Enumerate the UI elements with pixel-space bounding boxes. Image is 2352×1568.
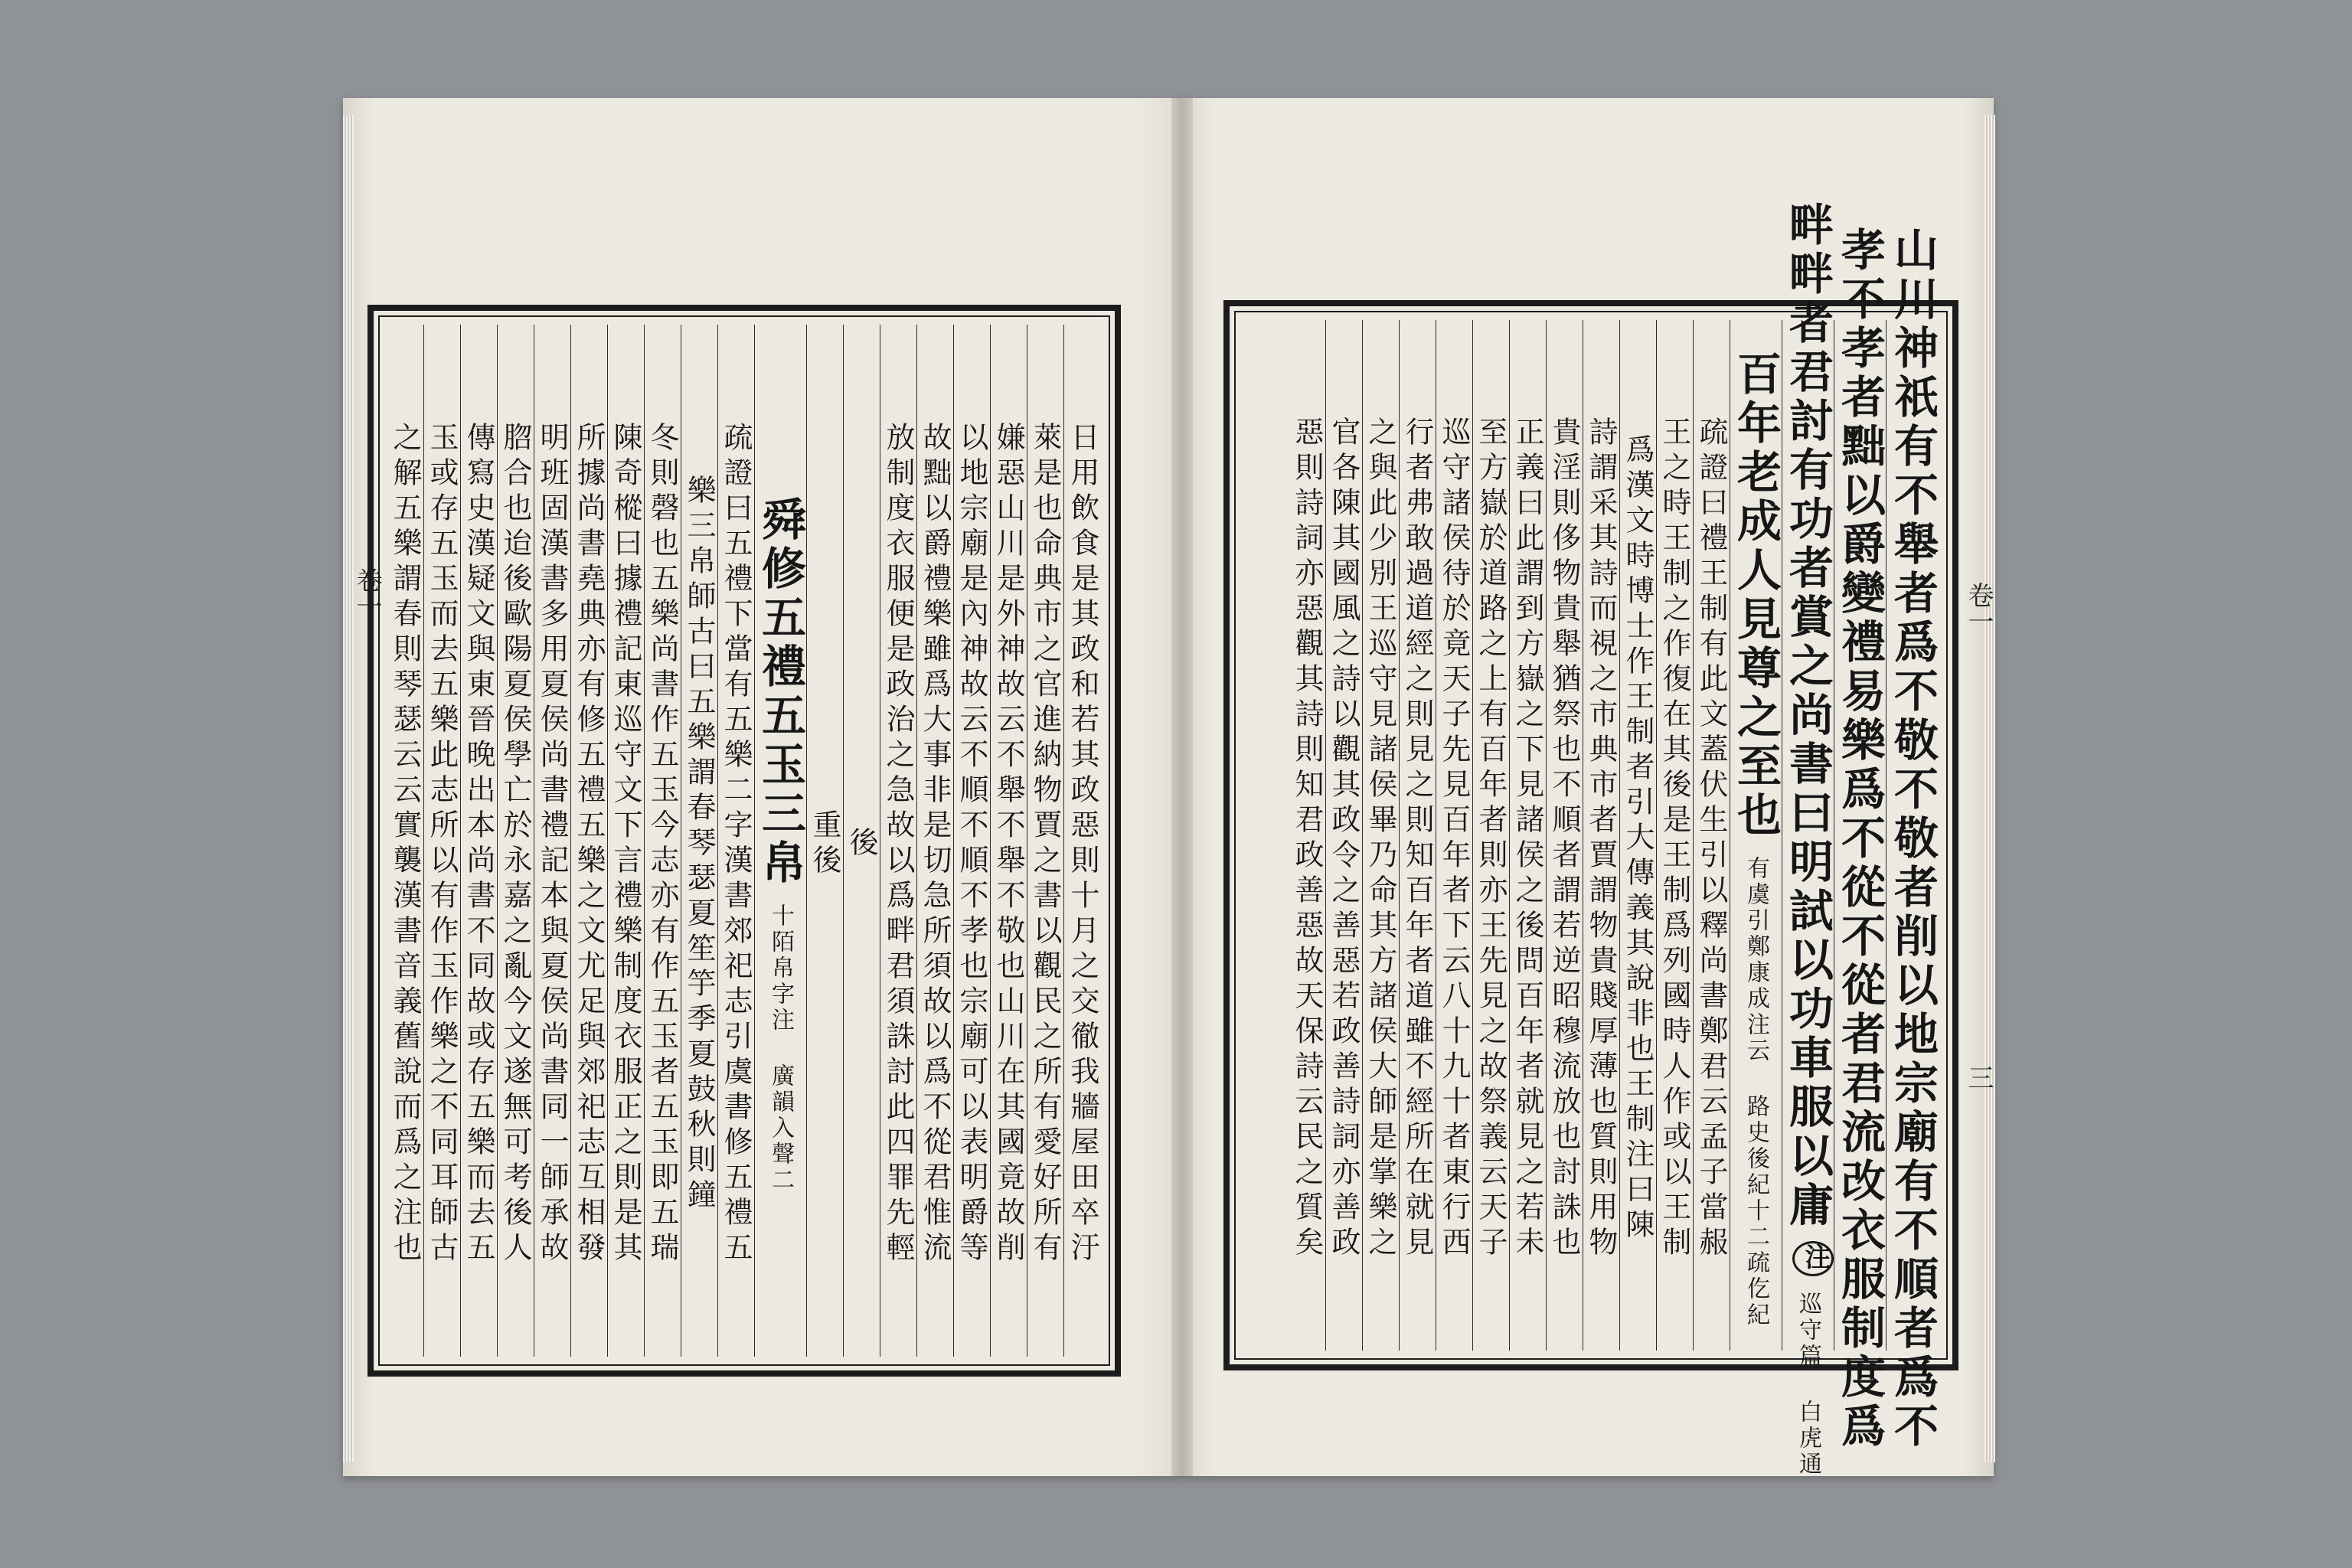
text-column — [880, 325, 917, 1357]
text-column — [1620, 320, 1657, 1351]
text-column — [1583, 320, 1620, 1351]
column-text: 所據尚書堯典亦有修五禮五樂之文尤足與郊祀志互相發 — [572, 422, 606, 1267]
text-column — [807, 325, 844, 1357]
text-column — [387, 325, 424, 1357]
text-column — [1657, 320, 1694, 1351]
text-column — [1782, 201, 1834, 1478]
column-text: 脗合也迨後歐陽夏侯學亡於永嘉之亂今文遂無可考後人 — [498, 422, 532, 1267]
column-text: 明班固漢書多用夏侯尚書禮記本與夏侯尚書同一師承故 — [535, 422, 569, 1267]
column-text: 山川神祇有不舉者爲不敬不敬者削以地宗廟有不順者爲不 — [1886, 227, 1939, 1452]
column-text: 疏證曰五禮下當有五樂二字漢書郊祀志引虞書修五禮五 — [719, 422, 753, 1267]
right-text-block — [1223, 201, 1958, 1478]
left-columns — [387, 325, 1101, 1357]
column-text: 惡則詩詞亦惡觀其詩則知君政善惡故天保詩云民之質矣 — [1290, 416, 1324, 1262]
text-column — [755, 325, 807, 1357]
page-stack-edge-left — [343, 115, 354, 1462]
left-margin-marker: 卷一 — [351, 567, 382, 619]
text-column — [991, 325, 1027, 1357]
column-annotation: 十陌帛字注 廣韻入聲二 — [767, 903, 794, 1194]
annotation-seal: 注 — [1792, 1241, 1834, 1276]
column-text: 貴淫則侈物貴舉猶祭也不順者謂若逆昭穆流放也討誅也 — [1547, 416, 1581, 1262]
column-text: 行者弗敢過道經之則見之則知百年者道雖不經所在就見 — [1400, 416, 1434, 1262]
text-column — [917, 325, 954, 1357]
column-text: 之與此少別王巡守見諸侯畢乃命其方諸侯大師是掌樂之 — [1364, 416, 1397, 1262]
column-text: 放制度衣服便是政治之急故以爲畔君須誅討此四罪先輕 — [881, 422, 915, 1267]
column-text: 後 — [844, 827, 878, 862]
text-column — [498, 325, 534, 1357]
text-column — [954, 325, 991, 1357]
text-column — [1064, 325, 1101, 1357]
text-column — [681, 325, 718, 1357]
column-text: 疏證曰禮王制有此文蓋伏生引以釋尚書鄭君云孟子當赧 — [1694, 416, 1728, 1262]
text-column — [718, 325, 755, 1357]
column-text: 至方嶽於道路之上有百年者則亦王先見之故祭義云天子 — [1474, 416, 1508, 1262]
book-gutter — [1171, 98, 1193, 1476]
text-column — [1363, 320, 1400, 1351]
left-text-block — [368, 305, 1121, 1377]
right-columns — [1243, 201, 1939, 1478]
text-column — [1834, 227, 1886, 1452]
right-margin-marker: 卷一 — [1963, 582, 1994, 634]
text-column — [1510, 320, 1547, 1351]
column-text: 以地宗廟是內神故云不順不順不孝也宗廟可以表明爵等 — [955, 422, 988, 1267]
text-column — [571, 325, 608, 1357]
text-column — [1886, 227, 1939, 1452]
text-column — [534, 325, 571, 1357]
column-text: 玉或存五玉而去五樂此志所以有作玉作樂之不同耳師古 — [425, 422, 459, 1267]
column-text: 官各陳其國風之詩以觀其政令之善惡若政善詩詞亦善政 — [1327, 416, 1361, 1262]
text-column — [1289, 320, 1326, 1351]
column-text: 陳奇樅曰據禮記東巡守文下言禮樂制度衣服正之則是其 — [609, 422, 642, 1267]
column-text: 之解五樂謂春則琴瑟云云實襲漢書音義舊說而爲之注也 — [388, 422, 422, 1267]
text-column — [1473, 320, 1510, 1351]
text-column — [645, 325, 681, 1357]
column-text: 冬則磬也五樂尚書作五玉今志亦有作五玉者五玉即五瑞 — [645, 422, 679, 1267]
column-text: 詩謂采其詩而視之市典市者賈謂物貴賤厚薄也質則用物 — [1584, 416, 1618, 1262]
text-column — [1547, 320, 1583, 1351]
column-text: 樂三帛師古曰五樂謂春琴瑟夏笙竽季夏鼓秋則鐘 — [682, 475, 716, 1214]
column-text: 孝不孝者黜以爵變禮易樂爲不從不從者君流改衣服制度爲 — [1834, 227, 1886, 1452]
text-column — [461, 325, 498, 1357]
column-text: 百年老成人見尊之至也 — [1730, 350, 1782, 841]
column-text: 王之時王制之作復在其後是王制爲列國時人作或以王制 — [1658, 416, 1691, 1262]
text-column — [844, 325, 880, 1357]
text-column — [424, 325, 461, 1357]
text-column — [1436, 320, 1473, 1351]
column-text: 爲漢文時博士作王制者引大傳義其說非也王制注曰陳 — [1621, 434, 1655, 1244]
column-text: 舜修五禮五玉三帛 — [754, 495, 806, 888]
column-text: 故黜以爵禮樂雖爲大事非是切急所須故以爲不從君惟流 — [918, 422, 952, 1267]
page-stack-edge-right — [1984, 115, 1995, 1462]
text-column — [1730, 320, 1782, 1351]
text-column — [1400, 320, 1436, 1351]
text-column — [1027, 325, 1064, 1357]
column-text: 正義曰此謂到方嶽之下見諸侯之後問百年者就見之若未 — [1511, 416, 1544, 1262]
text-column — [1326, 320, 1363, 1351]
page-number: 三 — [1963, 1064, 1994, 1090]
column-annotation: 有虞引鄭康成注云 路史後紀十二疏仡紀 — [1743, 855, 1769, 1328]
column-text: 萊是也命典市之官進納物賈之書以觀民之所有愛好所有 — [1028, 422, 1062, 1267]
column-text: 傳寫史漢疑文與東晉晚出本尚書不同故或存五樂而去五 — [462, 422, 495, 1267]
column-text: 巡守諸侯待於竟天子先見百年者下云八十九十者東行西 — [1437, 416, 1471, 1262]
column-text: 重後 — [808, 809, 841, 880]
text-column — [608, 325, 645, 1357]
column-text: 嫌惡山川是外神故云不舉不舉不敬也山川在其國竟故削 — [991, 422, 1025, 1267]
column-text: 日用飲食是其政和若其政惡則十月之交徹我牆屋田卒汙 — [1066, 422, 1099, 1267]
text-column — [1694, 320, 1730, 1351]
column-annotation: 巡守篇 白虎通 — [1795, 1291, 1821, 1478]
column-text: 畔畔者君討有功者賞之尚書曰明試以功車服以庸 — [1782, 201, 1834, 1230]
